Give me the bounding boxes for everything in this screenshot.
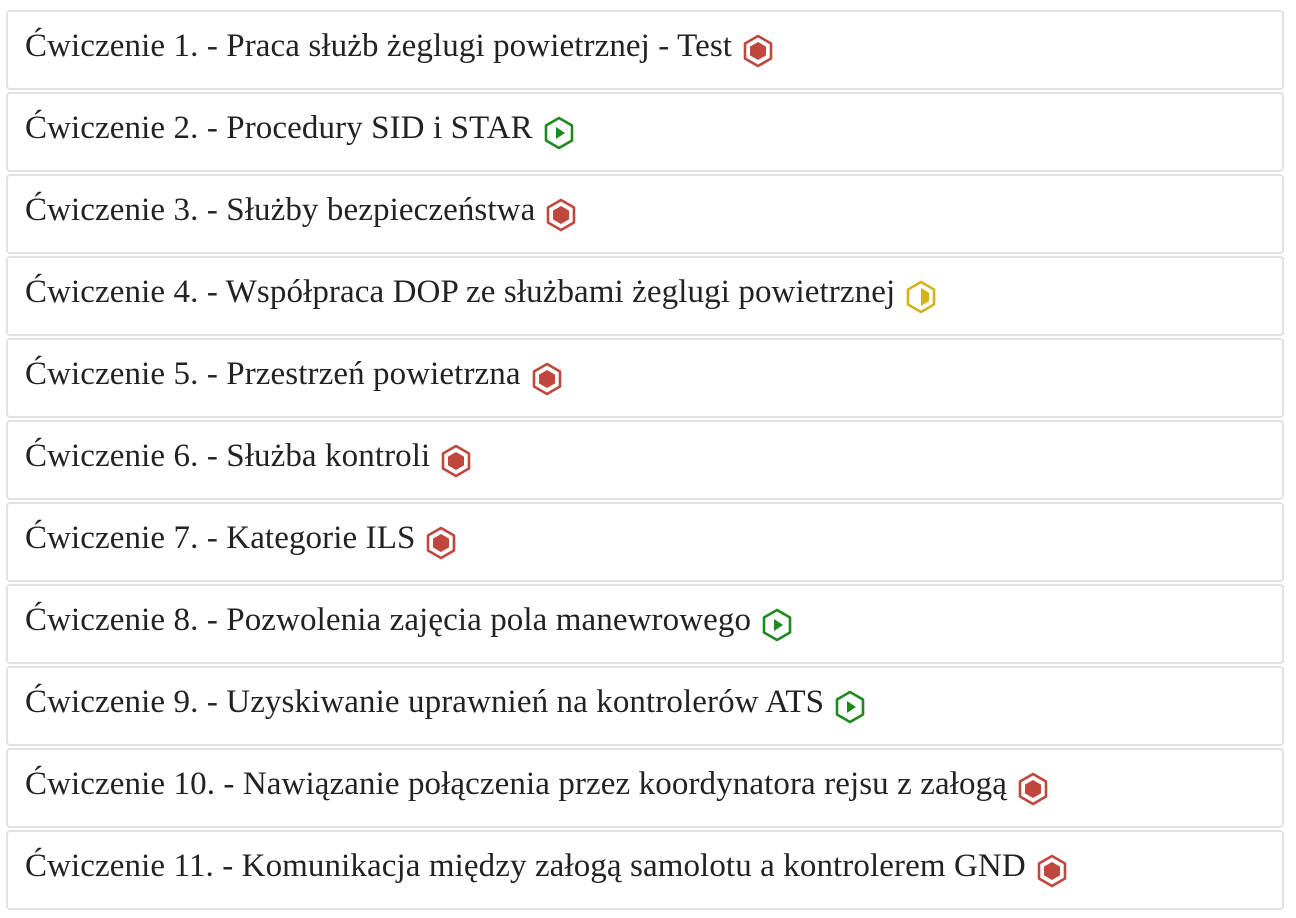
exercise-list — [6, 10, 1284, 912]
list-item-exercise-10[interactable] — [6, 748, 1284, 828]
list-item-exercise-2[interactable] — [6, 92, 1284, 172]
list-item-exercise-5[interactable] — [6, 338, 1284, 418]
list-item-exercise-1[interactable] — [6, 10, 1284, 90]
exercise-label[interactable]: Ćwiczenie 6. - Służba kontroli — [25, 437, 431, 474]
list-item-exercise-8[interactable] — [6, 584, 1284, 664]
hexagon-play-icon — [834, 690, 866, 724]
exercise-label[interactable]: Ćwiczenie 8. - Pozwolenia zajęcia pola manewrowego — [25, 601, 752, 638]
exercise-label[interactable]: Ćwiczenie 4. - Współpraca DOP ze służbami żeglugi powietrznej — [25, 273, 896, 310]
list-item-exercise-3[interactable] — [6, 174, 1284, 254]
exercise-label[interactable]: Ćwiczenie 11. - Komunikacja między załogą samolotu a kontrolerem GND — [25, 847, 1026, 884]
exercise-label[interactable]: Ćwiczenie 2. - Procedury SID i STAR — [25, 109, 533, 146]
exercise-label[interactable]: Ćwiczenie 5. - Przestrzeń powietrzna — [25, 355, 521, 392]
hexagon-play-icon — [543, 116, 575, 150]
exercise-label[interactable]: Ćwiczenie 3. - Służby bezpieczeństwa — [25, 191, 536, 228]
hexagon-filled-icon — [440, 444, 472, 478]
hexagon-filled-icon — [531, 362, 563, 396]
exercise-label[interactable]: Ćwiczenie 10. - Nawiązanie połączenia przez koordynatora rejsu z załogą — [25, 765, 1007, 802]
hexagon-filled-icon — [425, 526, 457, 560]
hexagon-filled-icon — [1017, 772, 1049, 806]
hexagon-filled-icon — [742, 34, 774, 68]
list-item-exercise-9[interactable] — [6, 666, 1284, 746]
hexagon-half-icon — [905, 280, 937, 314]
list-item-exercise-6[interactable] — [6, 420, 1284, 500]
list-item-exercise-11[interactable] — [6, 830, 1284, 910]
list-item-exercise-7[interactable] — [6, 502, 1284, 582]
exercise-label[interactable]: Ćwiczenie 1. - Praca służb żeglugi powietrznej - Test — [25, 27, 733, 64]
list-item-exercise-4[interactable] — [6, 256, 1284, 336]
hexagon-filled-icon — [545, 198, 577, 232]
hexagon-play-icon — [761, 608, 793, 642]
exercise-label[interactable]: Ćwiczenie 9. - Uzyskiwanie uprawnień na kontrolerów ATS — [25, 683, 825, 720]
hexagon-filled-icon — [1036, 854, 1068, 888]
exercise-label[interactable]: Ćwiczenie 7. - Kategorie ILS — [25, 519, 416, 556]
